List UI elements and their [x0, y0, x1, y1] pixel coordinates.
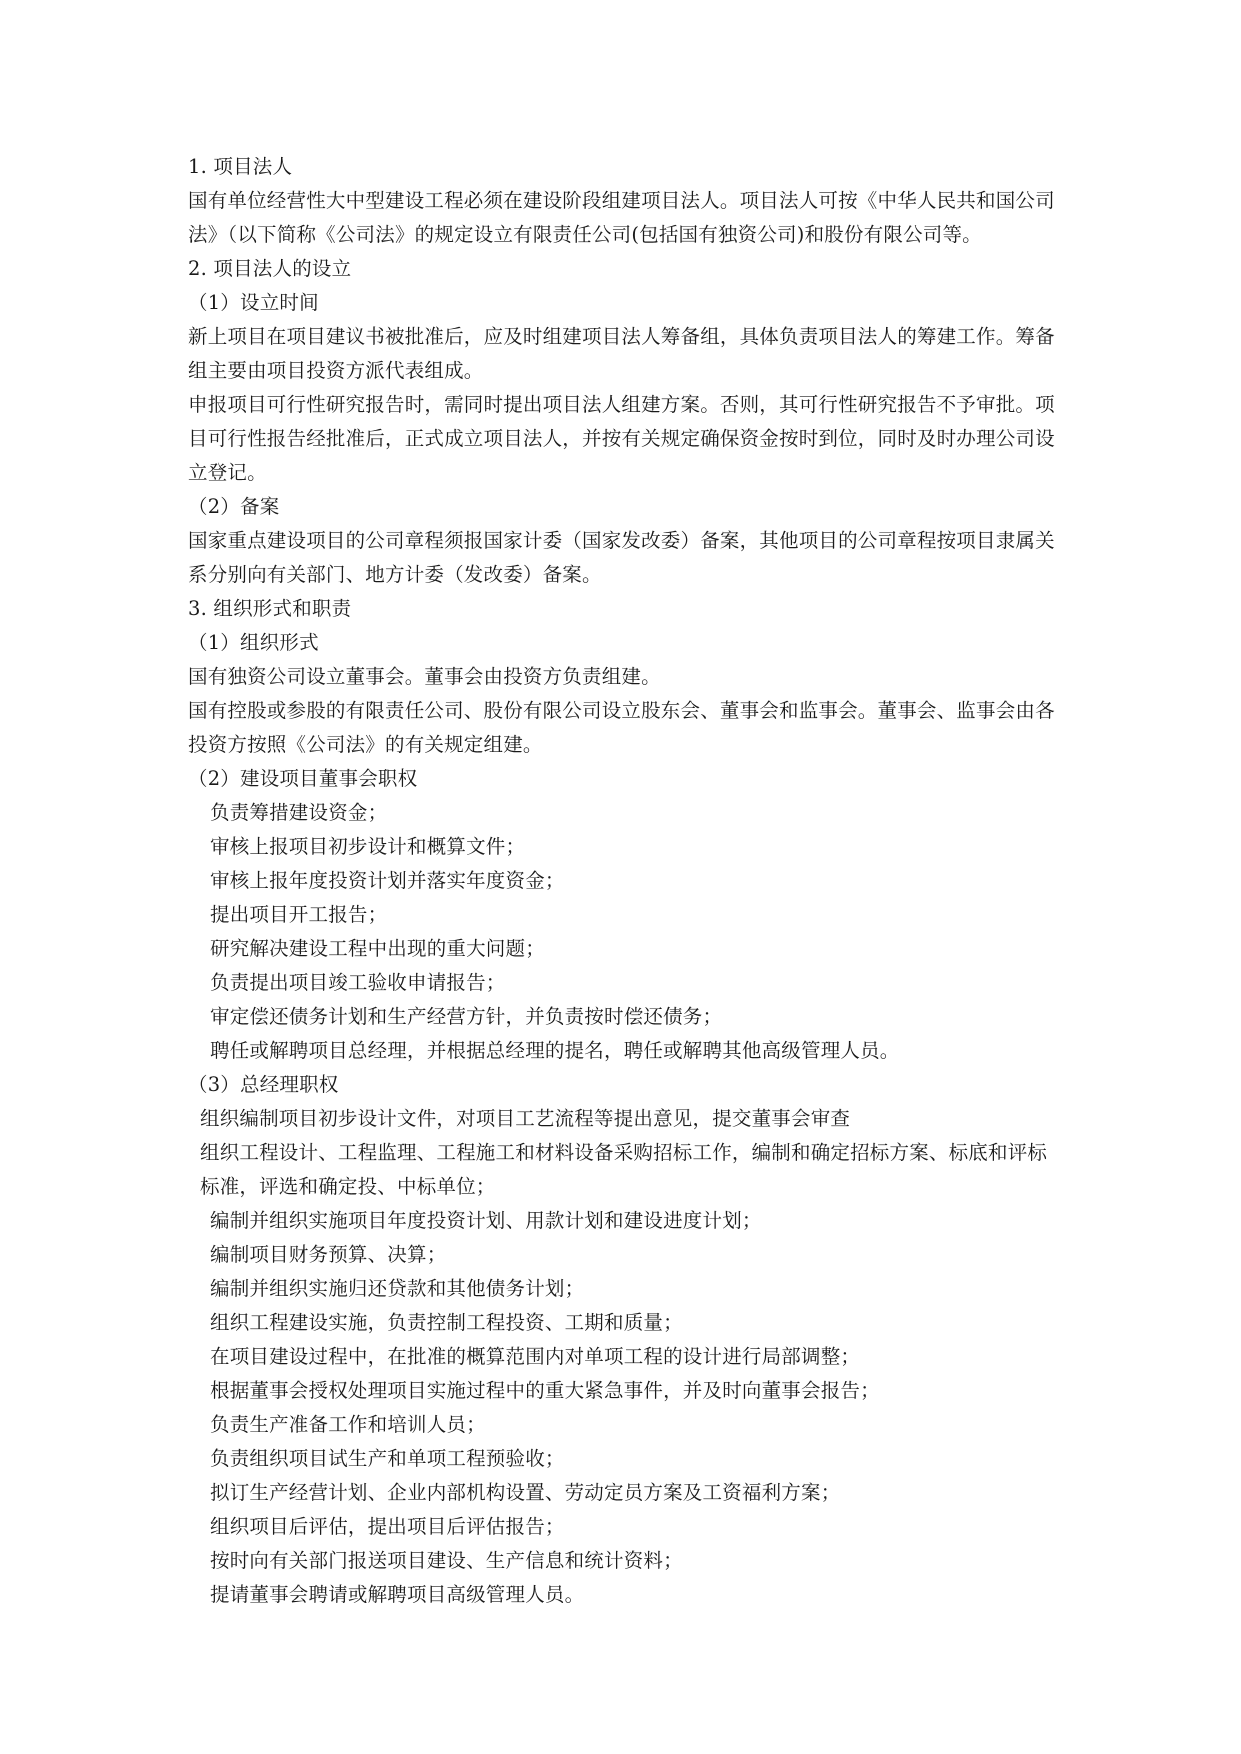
- list-item: 研究解决建设工程中出现的重大问题；: [210, 937, 545, 960]
- list-item: 根据董事会授权处理项目实施过程中的重大紧急事件，并及时向董事会报告；: [210, 1379, 880, 1402]
- subheading-gm-powers: （3）总经理职权: [188, 1073, 339, 1096]
- heading-organization-and-duties: 3. 组织形式和职责: [188, 597, 352, 620]
- paragraph: 国有独资公司设立董事会。董事会由投资方负责组建。: [188, 665, 661, 688]
- heading-legal-person-establishment: 2. 项目法人的设立: [188, 257, 352, 280]
- list-item: 组织工程建设实施，负责控制工程投资、工期和质量；: [210, 1311, 683, 1334]
- paragraph: 国有单位经营性大中型建设工程必须在建设阶段组建项目法人。项目法人可按《中华人民共和国公司法》（以下简称《公司法》的规定设立有限责任公司(包括国有独资公司)和股份有限公司等。: [188, 189, 1055, 246]
- list-item: 按时向有关部门报送项目建设、生产信息和统计资料；: [210, 1549, 683, 1572]
- paragraph: 国家重点建设项目的公司章程须报国家计委（国家发改委）备案，其他项目的公司章程按项目隶属关系分别向有关部门、地方计委（发改委）备案。: [188, 529, 1055, 586]
- list-item: 审核上报项目初步设计和概算文件；: [210, 835, 526, 858]
- heading-project-legal-person: 1. 项目法人: [188, 155, 293, 178]
- list-item: 编制并组织实施归还贷款和其他债务计划；: [210, 1277, 585, 1300]
- list-item: 负责组织项目试生产和单项工程预验收；: [210, 1447, 565, 1470]
- list-item: 负责生产准备工作和培训人员；: [210, 1413, 486, 1436]
- list-item: 负责提出项目竣工验收申请报告；: [210, 971, 506, 994]
- list-item: 在项目建设过程中，在批准的概算范围内对单项工程的设计进行局部调整；: [210, 1345, 861, 1368]
- subheading-filing: （2）备案: [188, 495, 280, 518]
- list-item: 组织项目后评估，提出项目后评估报告；: [210, 1515, 565, 1538]
- list-item: 审定偿还债务计划和生产经营方针，并负责按时偿还债务；: [210, 1005, 723, 1028]
- paragraph: 申报项目可行性研究报告时，需同时提出项目法人组建方案。否则，其可行性研究报告不予审批。项目可行性报告经批准后，正式成立项目法人，并按有关规定确保资金按时到位，同时及时办理公司设立登记。: [188, 393, 1055, 484]
- list-item: 拟订生产经营计划、企业内部机构设置、劳动定员方案及工资福利方案；: [210, 1481, 841, 1504]
- list-item: 组织编制项目初步设计文件，对项目工艺流程等提出意见，提交董事会审查: [200, 1107, 851, 1130]
- subheading-organization-form: （1）组织形式: [188, 631, 319, 654]
- list-item: 负责筹措建设资金；: [210, 801, 388, 824]
- paragraph: 新上项目在项目建议书被批准后，应及时组建项目法人筹备组，具体负责项目法人的筹建工作。筹备组主要由项目投资方派代表组成。: [188, 325, 1055, 382]
- list-item: 编制并组织实施项目年度投资计划、用款计划和建设进度计划；: [210, 1209, 762, 1232]
- list-item: 组织工程设计、工程监理、工程施工和材料设备采购招标工作，编制和确定招标方案、标底和评标标准，评选和确定投、中标单位；: [200, 1141, 1048, 1198]
- document-body: [188, 150, 1058, 1612]
- paragraph: 国有控股或参股的有限责任公司、股份有限公司设立股东会、董事会和监事会。董事会、监事会由各投资方按照《公司法》的有关规定组建。: [188, 699, 1055, 756]
- list-item: 聘任或解聘项目总经理，并根据总经理的提名，聘任或解聘其他高级管理人员。: [210, 1039, 900, 1062]
- list-item: 审核上报年度投资计划并落实年度资金；: [210, 869, 565, 892]
- list-item: 提请董事会聘请或解聘项目高级管理人员。: [210, 1583, 585, 1606]
- list-item: 编制项目财务预算、决算；: [210, 1243, 447, 1266]
- list-item: 提出项目开工报告；: [210, 903, 388, 926]
- subheading-establishment-time: （1）设立时间: [188, 291, 319, 314]
- subheading-board-powers: （2）建设项目董事会职权: [188, 767, 418, 790]
